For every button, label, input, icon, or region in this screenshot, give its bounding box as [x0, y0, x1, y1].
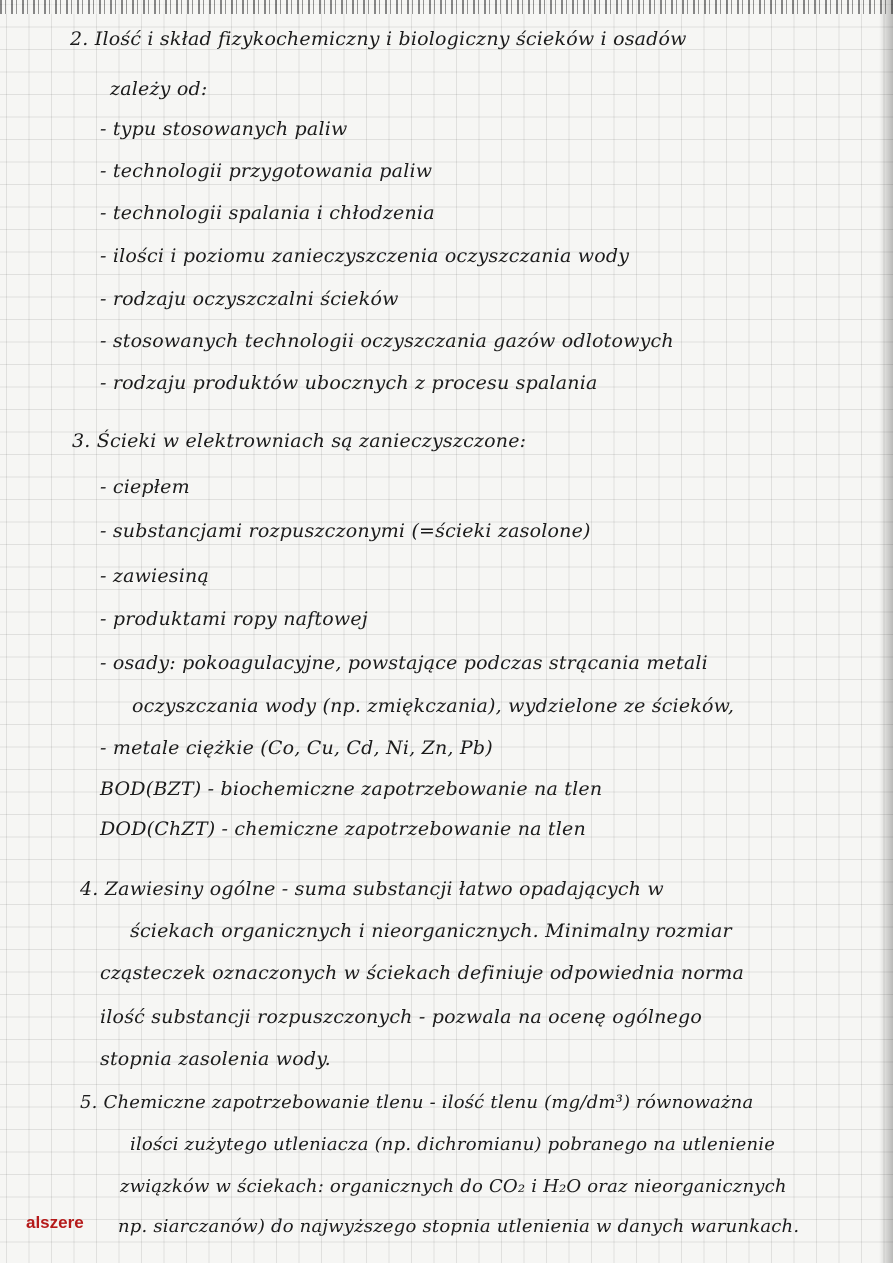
section-3-definition: BOD(BZT) - biochemiczne zapotrzebowanie na tlen — [100, 778, 603, 800]
section-2-item: - typu stosowanych paliw — [100, 118, 348, 140]
watermark-logo: alszere — [26, 1213, 84, 1232]
torn-page-edge — [0, 0, 893, 14]
section-3-heading: 3. Ścieki w elektrowniach są zanieczyszczone: — [72, 430, 527, 452]
section-2-heading-cont: zależy od: — [110, 78, 208, 100]
section-4-line: cząsteczek oznaczonych w ściekach definiuje odpowiednia norma — [100, 962, 744, 984]
section-4-line: 4. Zawiesiny ogólne - suma substancji łatwo opadających w — [80, 878, 664, 900]
section-2-item: - rodzaju oczyszczalni ścieków — [100, 288, 399, 310]
section-3-definition: DOD(ChZT) - chemiczne zapotrzebowanie na tlen — [100, 818, 586, 840]
section-3-item-cont: oczyszczania wody (np. zmiękczania), wydzielone ze ścieków, — [132, 695, 735, 717]
section-3-item: - osady: pokoagulacyjne, powstające podczas strącania metali — [100, 652, 708, 674]
section-3-item: - metale ciężkie (Co, Cu, Cd, Ni, Zn, Pb) — [100, 737, 493, 759]
section-4-line: ściekach organicznych i nieorganicznych. Minimalny rozmiar — [130, 920, 732, 942]
section-3-item: - substancjami rozpuszczonymi (=ścieki zasolone) — [100, 520, 591, 542]
section-2-item: - ilości i poziomu zanieczyszczenia oczyszczania wody — [100, 245, 630, 267]
section-5-line: związków w ściekach: organicznych do CO₂ i H₂O oraz nieorganicznych — [120, 1176, 787, 1197]
section-2-item: - rodzaju produktów ubocznych z procesu spalania — [100, 372, 598, 394]
section-3-item: - produktami ropy naftowej — [100, 608, 368, 630]
section-2-item: - technologii spalania i chłodzenia — [100, 202, 435, 224]
section-4-line: ilość substancji rozpuszczonych - pozwala na ocenę ogólnego — [100, 1006, 702, 1028]
section-2-heading: 2. Ilość i skład fizykochemiczny i biologiczny ścieków i osadów — [70, 28, 687, 50]
section-4-line: stopnia zasolenia wody. — [100, 1048, 331, 1070]
section-3-item: - ciepłem — [100, 476, 190, 498]
section-2-item: - stosowanych technologii oczyszczania gazów odlotowych — [100, 330, 674, 352]
section-3-item: - zawiesiną — [100, 565, 209, 587]
section-5-line: ilości zużytego utleniacza (np. dichromianu) pobranego na utlenienie — [130, 1134, 776, 1155]
section-5-line: 5. Chemiczne zapotrzebowanie tlenu - ilość tlenu (mg/dm³) równoważna — [80, 1092, 754, 1113]
section-2-item: - technologii przygotowania paliw — [100, 160, 433, 182]
section-5-line: np. siarczanów) do najwyższego stopnia utlenienia w danych warunkach. — [118, 1216, 800, 1237]
page-shadow — [879, 0, 893, 1263]
